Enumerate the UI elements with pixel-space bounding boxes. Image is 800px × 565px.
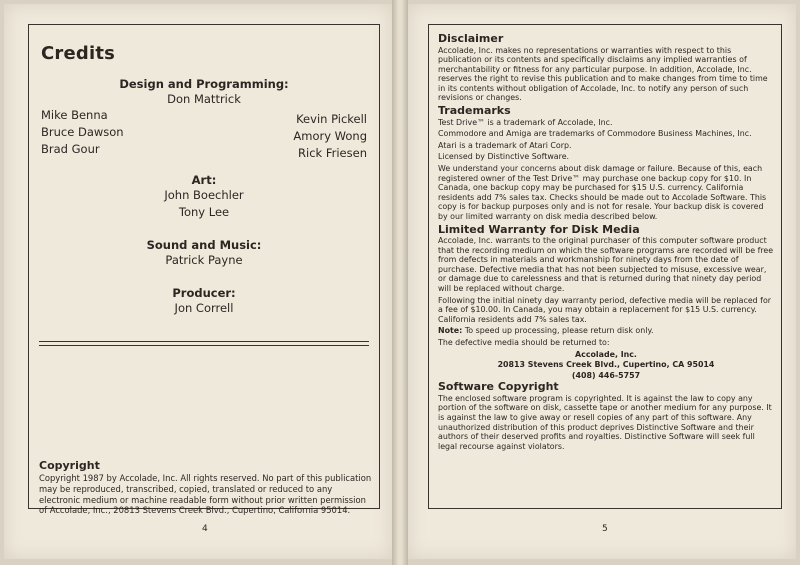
backup-text: We understand your concerns about disk damage or failure. Because of this, each registered owner of the Test Drive™ may purchase one backup copy for $10. In Canada, one backup copy may be purchased for $15 U.S. currency. California residents add 7% sales tax. Checks should be made out to Accolade Software. This copy is for backup purposes only and is not for resale. Your backup disk is covered by our limited warranty on disk media described below.	[438, 163, 767, 221]
warranty-text: Following the initial ninety day warranty period, defective media will be replaced for a fee of $10.00. In Canada, you may obtain a replacement for $15 U.S. currency. California residents add 7% sales tax.	[438, 295, 772, 324]
design-heading: Design and Programming:	[119, 77, 289, 91]
art-heading: Art:	[191, 173, 217, 187]
design-name: Kevin Pickell	[296, 112, 367, 126]
trademark-line: Atari is a trademark of Atari Corp.	[438, 140, 572, 150]
sound-heading: Sound and Music:	[146, 238, 262, 252]
sound-name: Patrick Payne	[165, 253, 243, 267]
art-name: Tony Lee	[178, 205, 230, 219]
disclaimer-text: Accolade, Inc. makes no representations or warranties with respect to this publication or its contents and specifically disclaims any implied warranties of merchantability or fitness for any particular purpose. In addition, Accolade, Inc. reserves the right to revise this publication and to make changes from time to time in its contents without obligation of Accolade, Inc. to notify any person of such revisions or changes.	[438, 45, 768, 103]
design-name: Brad Gour	[41, 142, 100, 156]
credits-frame	[28, 24, 380, 516]
design-lead: Don Mattrick	[167, 92, 241, 106]
design-name: Rick Friesen	[298, 146, 367, 160]
trademark-line: Licensed by Distinctive Software.	[438, 152, 570, 162]
software-text: The enclosed software program is copyrighted. It is against the law to copy any portion of the software on disk, cassette tape or another medium for any purpose. It is against the law to give away or resell copies of any part of this software. Any unauthorized distribution of this product deprives Distinctive Software and their authors of their deserved profits and royalties. Distinctive Software will seek full legal recourse against violators.	[438, 393, 772, 451]
design-team-left	[41, 107, 124, 158]
legal-content	[438, 33, 774, 453]
address-line: 20813 Stevens Creek Blvd., Cupertino, CA 95014	[497, 360, 715, 370]
art-name: John Boechler	[164, 188, 244, 202]
design-section	[29, 77, 379, 108]
page-number: 5	[602, 524, 608, 534]
left-page	[4, 4, 392, 559]
producer-name: Jon Correll	[174, 301, 234, 315]
return-text: The defective media should be returned to:	[438, 337, 610, 347]
warranty-heading: Limited Warranty for Disk Media	[438, 222, 640, 236]
design-name: Mike Benna	[41, 108, 108, 122]
design-name: Amory Wong	[293, 129, 367, 143]
note-line	[438, 326, 774, 336]
note-text: To speed up processing, please return disk only.	[464, 326, 654, 336]
trademark-line: Commodore and Amiga are trademarks of Commodore Business Machines, Inc.	[438, 129, 752, 139]
producer-section	[29, 286, 379, 317]
disclaimer-heading: Disclaimer	[438, 32, 504, 45]
producer-heading: Producer:	[172, 286, 236, 300]
credits-title: Credits	[41, 43, 116, 64]
divider-rule	[39, 341, 369, 346]
copyright-section	[39, 459, 373, 516]
copyright-text: Copyright 1987 by Accolade, Inc. All rights reserved. No part of this publication may be reproduced, transcribed, copied, translated or reduced to any electronic medium or machine readable form without prior written permission of Accolade, Inc., 20813 Stevens Creek Blvd., Cupertino, California 95014.	[39, 473, 372, 516]
right-page	[408, 4, 796, 559]
trademark-line: Test Drive™ is a trademark of Accolade, Inc.	[438, 117, 613, 127]
page-number: 4	[202, 524, 208, 534]
note-label: Note:	[438, 326, 463, 336]
software-heading: Software Copyright	[438, 380, 559, 394]
trademarks-heading: Trademarks	[438, 104, 511, 118]
design-team-right	[293, 111, 367, 162]
address-line: (408) 446-5757	[571, 370, 641, 380]
design-name: Bruce Dawson	[41, 125, 124, 139]
warranty-text: Accolade, Inc. warrants to the original purchaser of this computer software product that the recording medium on which the software programs are recorded will be free from defects in materials and workmanship for ninety days from the date of purchase. Defective media that has not been subjected to misuse, excessive wear, or damage due to carelessness and that is returned during that ninety day period will be replaced without charge.	[438, 236, 774, 293]
art-section	[29, 173, 379, 221]
sound-section	[29, 238, 379, 269]
legal-frame	[428, 24, 782, 509]
copyright-heading: Copyright	[39, 459, 100, 472]
book-spine	[392, 0, 408, 565]
address-line: Accolade, Inc.	[575, 349, 637, 359]
